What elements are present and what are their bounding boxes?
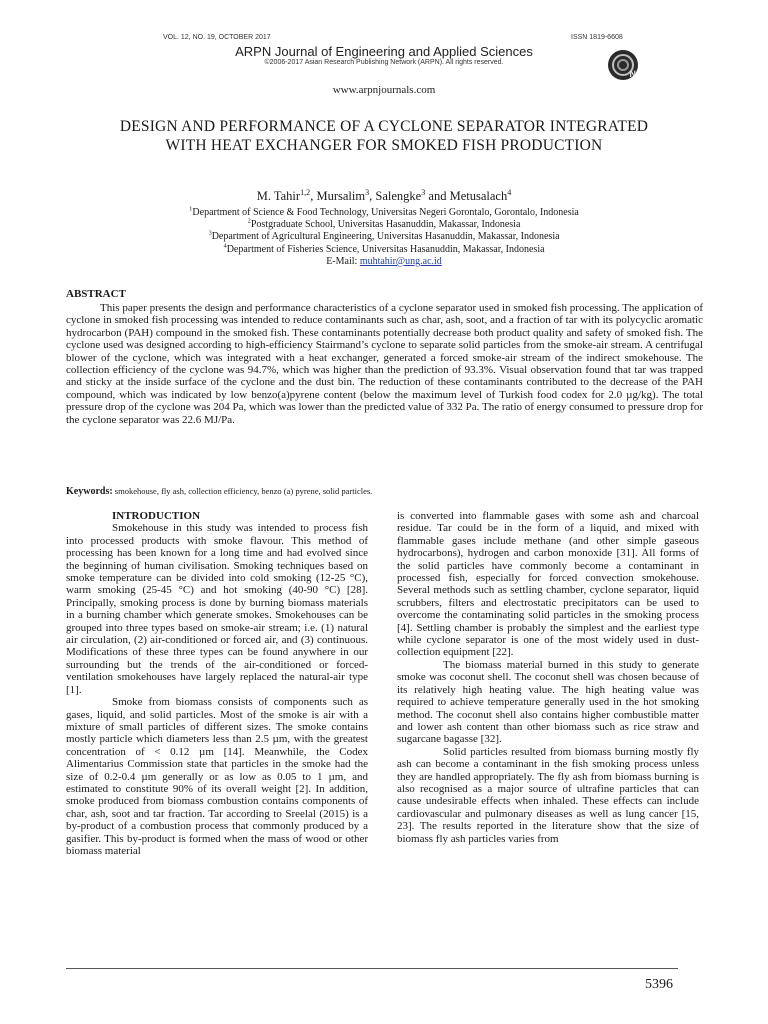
body-paragraph: Smokehouse in this study was intended to process fish into processed products with smoke flavour. This method of processing has been known for a long time and had evolved since the beginning of human civilisation. Smoking techniques based on smoke temperature can be divided into cold smoking (12-25 °C), warm smoking (25-45 °C) and hot smoking (40-90 °C) [28]. Principally, smoking process is done by burning biomass materials in a burning chamber which generate smokes. Smokehouses can be grouped into three types based on smoke-air stream; i.e. (1) natural air circulation, (2) air-conditioned or forced air, and (3) continuous. Modifications of these three types can be found anywhere in our surrounding but the trends of the air-conditioned or forced-ventilation smokehouses have largely replaced the natural-air type [1]. <box>66 522 368 696</box>
section-heading: INTRODUCTION <box>112 510 201 522</box>
keywords-line <box>66 486 703 497</box>
journal-logo-icon <box>608 50 638 80</box>
affiliation-line: $^4$Department of Fisheries Science, Universitas Hasanuddin, Makassar, Indonesia <box>223 242 545 255</box>
affiliation-line: $^1$Department of Science & Food Technology, Universitas Negeri Gorontalo, Gorontalo, Indonesia <box>189 205 579 218</box>
author-list: M. Tahir$^{1,2}$, Mursalim$^3$, Salengke$^3$ and Metusalach$^4$ <box>256 187 512 203</box>
body-paragraph: Smoke from biomass consists of components such as gases, liquid, and solid particles. Most of the smoke is air with a mixture of small particles of different sizes. The smoke contains mostly particle which diameters less than 2.5 µm, with the greatest concentration of < 0.12 µm [14]. Meanwhile, the Codex Alimentarius Commission state that particles in the smoke had the size of 0.2-0.4 µm generally or as low as 0.05 to 1 µm, and estimated to constitute 90% of its overall weight [2]. In addition, smoke produced from biomass combustion contains components of char, ash, soot and tar fraction. Tar according to Sreelal (2015) is a by-product of a combustion process that commonly produced by a gasifier. This by-product is formed when the mass of wood or other biomass material <box>66 696 368 857</box>
affiliations <box>0 207 768 268</box>
affiliation-line: $^3$Department of Agricultural Engineering, Universitas Hasanuddin, Makassar, Indonesia <box>208 230 560 243</box>
body-paragraph: The biomass material burned in this study to generate smoke was coconut shell. The coconut shell was chosen because of its relatively high heating value. The high heating value was required to achieve temperature generally used in the hot smoking method. The coconut shell also contains higher combustible matter and lower ash content than other biomass such as rice straw and sugarcane bagasse [32]. <box>397 658 699 746</box>
journal-website-link[interactable]: www.arpnjournals.com <box>332 84 436 96</box>
left-column <box>66 510 368 857</box>
abstract-text: This paper presents the design and performance characteristics of a cyclone separator used in smoked fish processing. The application of cyclone in smoked fish processing was intended to reduce contaminants such as char, ash, soot, and a fraction of tar with its polycyclic aromatic hydrocarbon (PAH) compound in the smoked fish. These contaminants potentially decrease both product quality and safety of smoked fish. The cyclone used was designed according to high-efficiency Stairmand’s cyclone to separate solid particles from the smoke-air stream. A centrifugal blower of the cyclone, which was integrated with a heat exchanger, generated a forced smoke-air stream of the indirect smokehouse. The collection efficiency of the cyclone was 94.7%, which was higher than the prediction of 93.3%. Visual observation found that tar was trapped and sticky at the inside surface of the cyclone and the dust bin. The reduction of these contaminants contributed to the decrease of the PAH compound, which was indicated by low benzo(a)pyrene content (below the maximum level of Turkish food codex for 2.0 µg/kg). The total pressure drop of the cyclone was 204 Pa, which was lower than the predicted value of 332 Pa. The ratio of energy consumed to pressure drop for the cyclone separator was 22.6 MJ/Pa. <box>66 302 703 426</box>
paper-title: DESIGN AND PERFORMANCE OF A CYCLONE SEPARATOR INTEGRATED WITH HEAT EXCHANGER FOR SMOKED FISH PRODUCTION <box>119 118 649 154</box>
issn: ISSN 1819-6608 <box>571 34 623 41</box>
logo-letter: N <box>629 69 636 79</box>
keywords-label: Keywords: <box>66 486 113 497</box>
body-paragraph: Solid particles resulted from biomass burning mostly fly ash can become a contaminant in the fish smoking process unless they are handled appropriately. The fly ash from biomass burning is also recognised as a major source of ultrafine particles that can cause undesirable effects when inhaled. These effects can include cardiovascular and pulmonary diseases as well as lung cancer [15, 23]. The results reported in the literature show that the size of biomass fly ash particles varies from <box>397 745 699 845</box>
journal-title: ARPN Journal of Engineering and Applied Sciences <box>235 44 533 59</box>
affiliation-line: $^2$Postgraduate School, Universitas Hasanuddin, Makassar, Indonesia <box>247 217 521 231</box>
volume-info: VOL. 12, NO. 19, OCTOBER 2017 <box>163 34 271 41</box>
author-name: Mursalim <box>316 189 366 203</box>
author-affil-marker: 3 <box>421 187 426 197</box>
author-affil-marker: 4 <box>507 187 512 197</box>
footer-divider <box>66 968 678 969</box>
author-name: Salengke <box>375 189 422 203</box>
copyright-line: ©2006-2017 Asian Research Publishing Network (ARPN). All rights reserved. <box>264 59 504 66</box>
page-number: 5396 <box>645 977 673 992</box>
email-line: E-Mail: muhtahir@ung.ac.id <box>326 255 442 267</box>
author-name: Metusalach <box>449 189 508 203</box>
body-paragraph: is converted into flammable gases with some ash and charcoal residue. Tar could be in the form of a liquid, and mixed with flammable gases include methane (and other simple gaseous hydrocarbons), hydrogen and carbon monoxide [31]. All forms of the solid particles have commonly become a contaminant in processed fish, especially for forced convection smokehouse. Several methods such as settling chamber, cyclone separator, liquid scrubbers, filters and electrostatic precipitators can be used to overcome the contaminating solid particles in the smoking process [4]. Settling chamber is probably the simplest and the earliest type while cyclone separator is one of the most widely used in dust-collection equipment [22]. <box>397 510 699 659</box>
abstract-heading: ABSTRACT <box>66 288 126 300</box>
email-link[interactable]: muhtahir@ung.ac.id <box>359 255 442 267</box>
right-column <box>397 510 699 845</box>
author-name: M. Tahir <box>256 189 301 203</box>
keywords-text: smokehouse, fly ash, collection efficiency, benzo (a) pyrene, solid particles. <box>112 486 373 496</box>
author-affil-marker: 1,2 <box>300 187 311 197</box>
author-affil-marker: 3 <box>365 187 370 197</box>
